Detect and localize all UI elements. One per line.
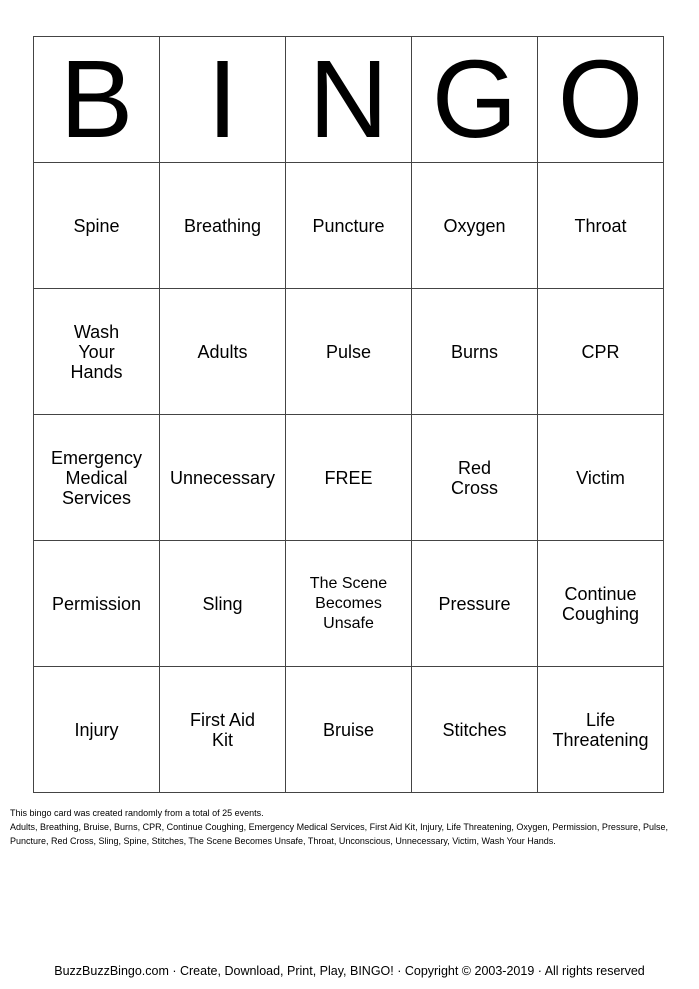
bingo-cell: Emergency Medical Services	[34, 415, 160, 541]
header-letter-g: G	[412, 37, 538, 163]
bingo-cell: Burns	[412, 289, 538, 415]
bingo-cell: Sling	[160, 541, 286, 667]
bingo-cell: Puncture	[286, 163, 412, 289]
bingo-row	[34, 667, 664, 793]
bingo-cell: Injury	[34, 667, 160, 793]
bingo-row	[34, 289, 664, 415]
bingo-cell: Red Cross	[412, 415, 538, 541]
free-space-cell: FREE	[286, 415, 412, 541]
page-footer: BuzzBuzzBingo.com · Create, Download, Print, Play, BINGO! · Copyright © 2003-2019 · All rights reserved	[54, 964, 645, 978]
events-list: Adults, Breathing, Bruise, Burns, CPR, Continue Coughing, Emergency Medical Services, First Aid Kit, Injury, Life Threatening, Oxygen, Permission, Pressure, Pulse, Puncture, Red Cross, Sling, Spine, Stitches, The Scene Becomes Unsafe, Throat, Unconscious, Unnecessary, Victim, Wash Your Hands.	[10, 822, 668, 846]
bingo-cell: CPR	[538, 289, 664, 415]
bingo-row	[34, 163, 664, 289]
bingo-cell: Spine	[34, 163, 160, 289]
bingo-cell: Pulse	[286, 289, 412, 415]
card-generation-note: This bingo card was created randomly from a total of 25 events.	[10, 808, 264, 818]
bingo-cell: Breathing	[160, 163, 286, 289]
header-letter-b: B	[34, 37, 160, 163]
bingo-cell: Life Threatening	[538, 667, 664, 793]
bingo-header-row	[34, 37, 664, 163]
bingo-cell: Bruise	[286, 667, 412, 793]
bingo-cell: Unnecessary	[160, 415, 286, 541]
bingo-cell: Permission	[34, 541, 160, 667]
bingo-cell: Victim	[538, 415, 664, 541]
bingo-cell: First Aid Kit	[160, 667, 286, 793]
header-letter-n: N	[286, 37, 412, 163]
bingo-row	[34, 541, 664, 667]
bingo-cell: Pressure	[412, 541, 538, 667]
bingo-row	[34, 415, 664, 541]
bingo-card	[33, 36, 664, 793]
bingo-cell: Wash Your Hands	[34, 289, 160, 415]
bingo-cell: Adults	[160, 289, 286, 415]
bingo-cell: Oxygen	[412, 163, 538, 289]
bingo-cell: The Scene Becomes Unsafe	[286, 541, 412, 667]
bingo-cell: Continue Coughing	[538, 541, 664, 667]
bingo-cell: Throat	[538, 163, 664, 289]
header-letter-o: O	[538, 37, 664, 163]
header-letter-i: I	[160, 37, 286, 163]
bingo-cell: Stitches	[412, 667, 538, 793]
